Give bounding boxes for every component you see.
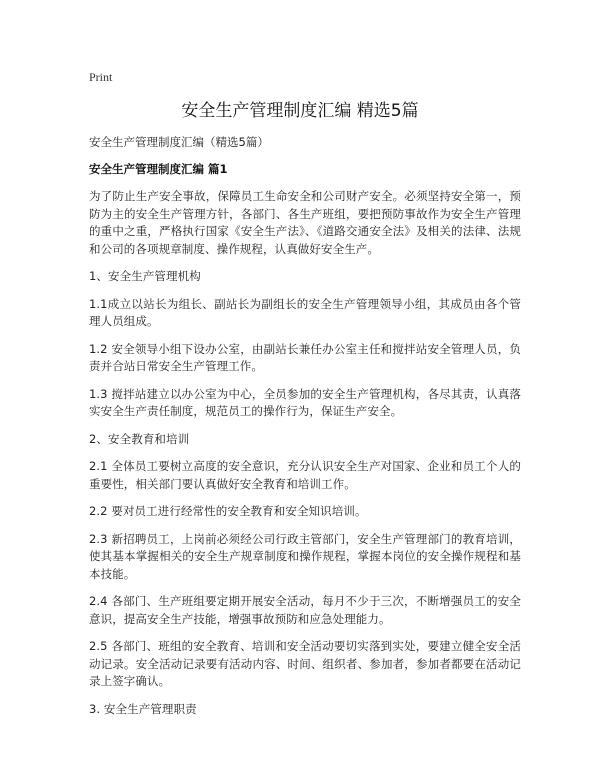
section-heading: 安全生产管理制度汇编 篇1 (89, 162, 228, 176)
document-title: 安全生产管理制度汇编 精选5篇 (181, 101, 419, 121)
document-body (89, 134, 521, 728)
paragraph-2-4: 2.4 各部门、生产班组要定期开展安全活动，每月不少于三次，不断增强员工的安全意识，提高安全生产技能，增强事故预防和应急处理能力。 (89, 594, 521, 626)
subheading-organization: 1、安全生产管理机构 (89, 269, 201, 283)
document-subtitle: 安全生产管理制度汇编（精选5篇） (89, 135, 269, 149)
paragraph-2-5: 2.5 各部门、班组的安全教育、培训和安全活动要切实落到实处，要建立健全安全活动记录。安全活动记录要有活动内容、时间、组织者、参加者，参加者都要在活动记录上签字确认。 (89, 639, 521, 688)
paragraph-1-1: 1.1成立以站长为组长、副站长为副组长的安全生产管理领导小组，其成员由各个管理人员组成。 (89, 296, 521, 328)
paragraph-intro: 为了防止生产安全事故，保障员工生命安全和公司财产安全。必须坚持安全第一，预防为主的安全生产管理方针，各部门、各生产班组，要把预防事故作为安全生产管理的重中之重，严格执行国家《安全生产法》、《道路交通安全法》及相关的法律、法规和公司的各项规章制度、操作规程，认真做好安全生产。 (89, 189, 521, 256)
paragraph-2-2: 2.2 要对员工进行经常性的安全教育和安全知识培训。 (89, 504, 367, 518)
print-label[interactable]: Print (89, 70, 113, 84)
subheading-education: 2、安全教育和培训 (89, 431, 190, 446)
paragraph-1-3: 1.3 搅拌站建立以办公室为中心，全员参加的安全生产管理机构，各尽其责，认真落实安全生产责任制度，规范员工的操作行为，保证生产安全。 (89, 386, 521, 418)
subheading-responsibilities: 3. 安全生产管理职责 (89, 701, 197, 716)
paragraph-2-1: 2.1 全体员工要树立高度的安全意识，充分认识安全生产对国家、企业和员工个人的重要性，相关部门要认真做好安全教育和培训工作。 (89, 459, 521, 491)
paragraph-2-3: 2.3 新招聘员工，上岗前必须经公司行政主管部门，安全生产管理部门的教育培训，使其基本掌握相关的安全生产规章制度和操作规程，掌握本岗位的安全操作规程和基本技能。 (89, 531, 521, 581)
paragraph-1-2: 1.2 安全领导小组下设办公室，由副站长兼任办公室主任和搅拌站安全管理人员，负责并合站日常安全生产管理工作。 (89, 341, 521, 373)
